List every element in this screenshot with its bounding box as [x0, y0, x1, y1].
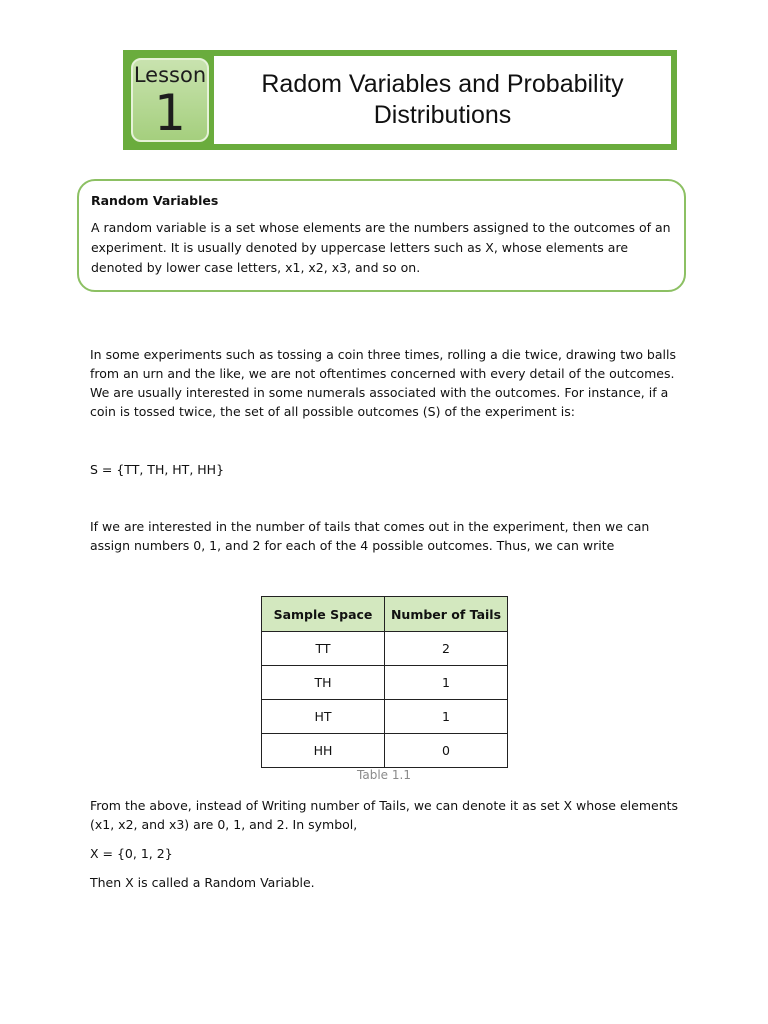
table-row [262, 666, 508, 700]
table-header-sample-space: Sample Space [262, 597, 385, 632]
assign-paragraph: If we are interested in the number of tails that comes out in the experiment, then we can assign numbers 0, 1, and 2 for each of the 4 possible outcomes. Thus, we can write [90, 519, 650, 553]
table-cell: TH [262, 666, 385, 700]
table-header-number-of-tails: Number of Tails [385, 597, 508, 632]
lesson-word: Lesson [133, 63, 207, 87]
definition-text: A random variable is a set whose elements are the numbers assigned to the outcomes of an experiment. It is usually denoted by uppercase letters such as X, whose elements are denoted by lower case letters, x1, x2, x3, and so on. [91, 220, 671, 275]
lesson-title-line-1: Radom Variables and Probability [261, 70, 624, 98]
table-header-row [262, 597, 508, 632]
table-cell: 2 [385, 632, 508, 666]
lesson-number: 1 [154, 84, 186, 142]
lesson-title-box [214, 56, 671, 144]
table-cell: TT [262, 632, 385, 666]
sample-space-set: S = {TT, TH, HT, HH} [90, 462, 225, 477]
lesson-title-line-2: Distributions [373, 101, 512, 129]
table-caption: Table 1.1 [357, 768, 411, 782]
table-cell: 1 [385, 700, 508, 734]
outcomes-table [261, 596, 508, 768]
lesson-header [123, 50, 677, 150]
conclusion-text: Then X is called a Random Variable. [90, 875, 315, 890]
table-cell: 1 [385, 666, 508, 700]
table-cell: 0 [385, 734, 508, 768]
lesson-badge [126, 53, 214, 147]
table-row [262, 632, 508, 666]
table-cell: HH [262, 734, 385, 768]
table-cell: HT [262, 700, 385, 734]
definition-title: Random Variables [91, 193, 219, 208]
table-row [262, 734, 508, 768]
lesson-badge-inner [131, 58, 209, 142]
definition-box [77, 179, 686, 292]
denote-paragraph: From the above, instead of Writing number of Tails, we can denote it as set X whose elements (x1, x2, and x3) are 0, 1, and 2. In symbol, [90, 798, 679, 832]
intro-paragraph: In some experiments such as tossing a coin three times, rolling a die twice, drawing two balls from an urn and the like, we are not oftentimes concerned with every detail of the outcomes. We are usually interested in some numerals associated with the outcomes. For instance, if a coin is tossed twice, the set of all possible outcomes (S) of the experiment is: [90, 347, 676, 419]
x-set: X = {0, 1, 2} [90, 846, 173, 861]
table-row [262, 700, 508, 734]
